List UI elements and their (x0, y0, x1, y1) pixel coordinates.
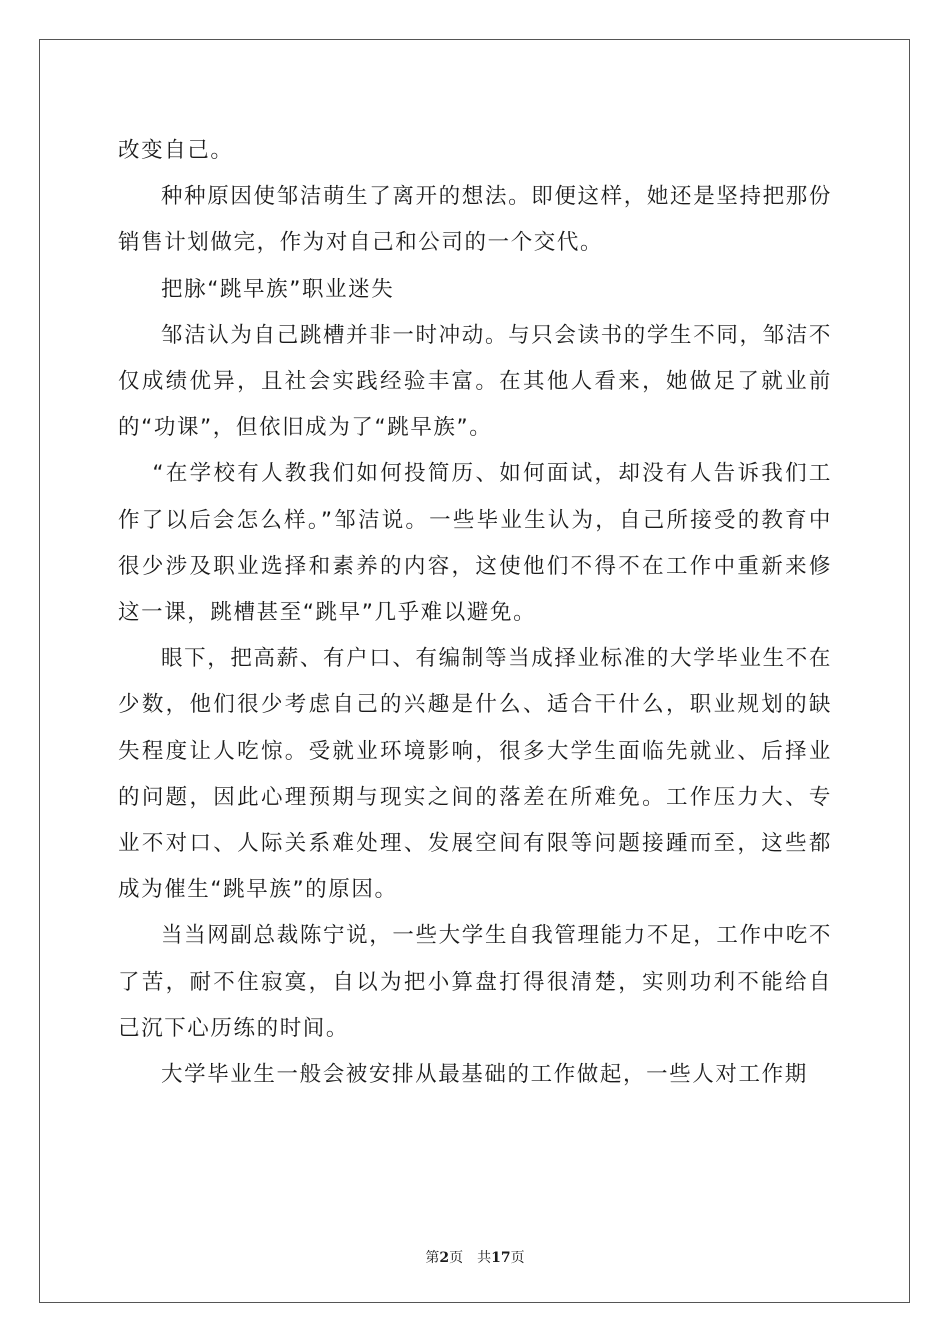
footer-total-prefix: 共 (477, 1250, 492, 1266)
paragraph-6: 当当网副总裁陈宁说，一些大学生自我管理能力不足，工作中吃不了苦，耐不住寂寞，自以为把小算盘打得很清楚，实则功利不能给自己沉下心历练的时间。 (118, 923, 832, 1041)
paragraph-4: “在学校有人教我们如何投简历、如何面试，却没有人告诉我们工作了以后会怎么样。”邹洁说。一些毕业生认为，自己所接受的教育中很少涉及职业选择和素养的内容，这使他们不得不在工作中重新来修这一课，跳槽甚至“跳早”几乎难以避免。 (118, 461, 832, 626)
footer-prefix: 第 (425, 1250, 440, 1266)
paragraph-3: 邹洁认为自己跳槽并非一时冲动。与只会读书的学生不同，邹洁不仅成绩优异，且社会实践经验丰富。在其他人看来，她做足了就业前的“功课”，但依旧成为了“跳早族”。 (118, 322, 832, 441)
paragraph-2: 种种原因使邹洁萌生了离开的想法。即便这样，她还是坚持把那份销售计划做完，作为对自己和公司的一个交代。 (118, 184, 832, 256)
document-body (118, 128, 832, 1098)
footer-total-pages: 17 (491, 1250, 511, 1266)
paragraph-5: 眼下，把高薪、有户口、有编制等当成择业标准的大学毕业生不在少数，他们很少考虑自己的兴趣是什么、适合干什么，职业规划的缺失程度让人吃惊。受就业环境影响，很多大学生面临先就业、后择业的问题，因此心理预期与现实之间的落差在所难免。工作压力大、专业不对口、人际关系难处理、发展空间有限等问题接踵而至，这些都成为催生“跳早族”的原因。 (118, 646, 832, 903)
paragraph-7: 大学毕业生一般会被安排从最基础的工作做起，一些人对工作期 (161, 1062, 808, 1088)
section-heading: 把脉“跳早族”职业迷失 (161, 276, 395, 302)
footer-total-suffix: 页 (510, 1250, 525, 1266)
footer-page-suffix: 页 (449, 1250, 464, 1266)
page-footer (0, 1247, 950, 1267)
footer-current-page: 2 (439, 1250, 450, 1266)
paragraph-1: 改变自己。 (118, 138, 234, 163)
